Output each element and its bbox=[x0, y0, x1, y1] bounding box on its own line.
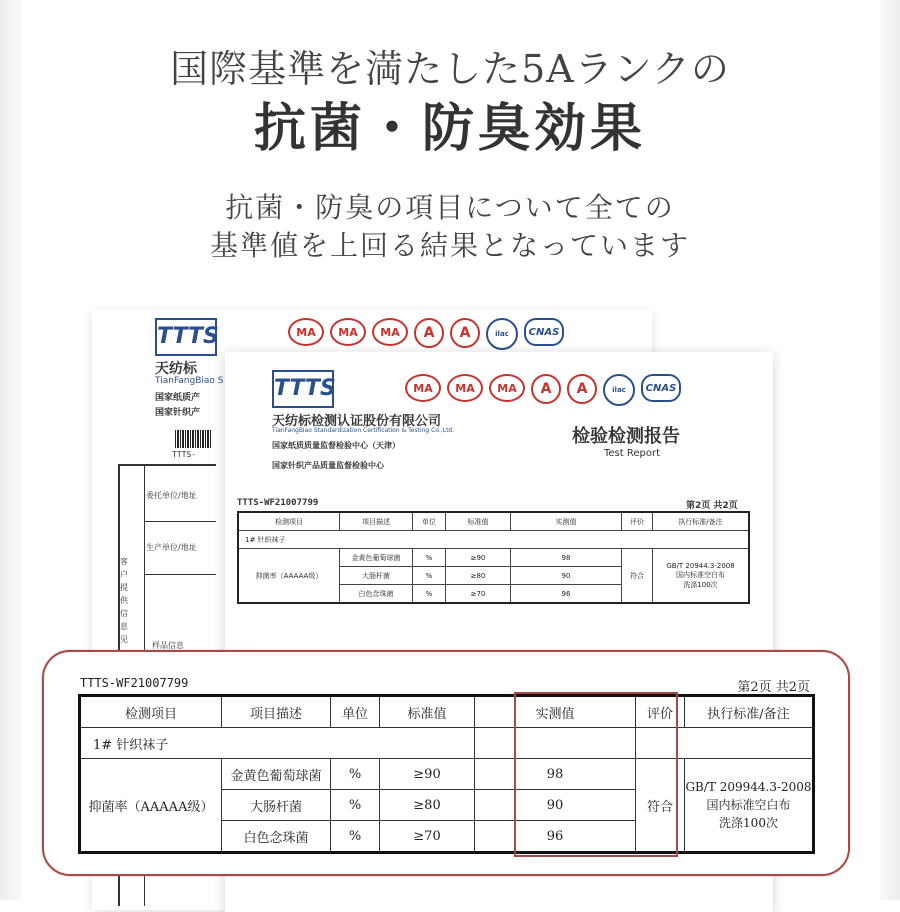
standard-cell: ≥70 bbox=[446, 585, 511, 604]
table-header-cell: 评价 bbox=[622, 512, 653, 531]
cal-icon: A bbox=[531, 374, 561, 404]
measured-cell: 96 bbox=[475, 821, 636, 853]
table-row bbox=[238, 531, 749, 549]
standard-cell: ≥90 bbox=[380, 759, 475, 790]
desc-cell: 白色念珠菌 bbox=[340, 585, 413, 604]
table-row bbox=[80, 728, 814, 759]
zoom-report-id: TTTS-WF21007799 bbox=[80, 676, 189, 690]
cal-icon: A bbox=[414, 318, 444, 348]
sample-cell: 1# 针织袜子 bbox=[238, 531, 749, 549]
empty-cell bbox=[636, 728, 814, 759]
table-row bbox=[238, 549, 749, 567]
back-barcode-text: TTTS- bbox=[172, 450, 197, 459]
table-header-cell: 检测项目 bbox=[238, 512, 340, 531]
back-ttts-logo: TTTS bbox=[155, 318, 217, 356]
note-line: 国内标准空白布 bbox=[706, 798, 791, 812]
back-center-2: 国家针织产 bbox=[155, 408, 201, 418]
cma-icon: MA bbox=[447, 374, 483, 402]
cma-icon: MA bbox=[330, 318, 366, 346]
back-side-label: 客户提供信息见 bbox=[120, 557, 128, 644]
barcode-icon bbox=[175, 430, 211, 448]
table-header-cell: 标准值 bbox=[380, 696, 475, 728]
report-title-en: Test Report bbox=[604, 448, 661, 459]
description-line-1: 抗菌・防臭の項目について全ての bbox=[225, 191, 675, 224]
back-label-producer: 生产单位/地址 bbox=[146, 543, 197, 552]
table-header-cell: 单位 bbox=[413, 512, 446, 531]
report-title-cn: 检验检测报告 bbox=[572, 426, 680, 447]
table-header-cell: 标准值 bbox=[446, 512, 511, 531]
sample-cell: 1# 针织袜子 bbox=[80, 728, 475, 759]
zoom-page-info: 第2页 共2页 bbox=[737, 680, 810, 695]
test-item-cell: 抑菌率（AAAAA级） bbox=[80, 759, 222, 853]
back-center-1: 国家纸质产 bbox=[155, 393, 201, 403]
front-center-1: 国家纸质质量监督检验中心（天津） bbox=[272, 441, 400, 450]
cnas-icon: CNAS bbox=[641, 374, 681, 402]
table-header-cell: 实测值 bbox=[475, 696, 636, 728]
zoomed-results-callout bbox=[42, 650, 850, 876]
front-company-cn: 天纺标检测认证股份有限公司 bbox=[272, 414, 442, 429]
note-line: GB/T 20944.3-2008 bbox=[666, 561, 735, 570]
table-header-cell: 评价 bbox=[636, 696, 685, 728]
standard-cell: ≥70 bbox=[380, 821, 475, 853]
front-report-id: TTTS-WF21007799 bbox=[237, 498, 319, 508]
table-header-cell: 执行标准/备注 bbox=[685, 696, 814, 728]
table-row bbox=[80, 759, 814, 790]
standard-cell: ≥90 bbox=[446, 549, 511, 567]
page-title: 抗菌・防臭効果 bbox=[253, 98, 646, 159]
desc-cell: 金黄色葡萄球菌 bbox=[222, 759, 331, 790]
table-header-cell: 实测值 bbox=[511, 512, 622, 531]
table-header-cell: 执行标准/备注 bbox=[653, 512, 750, 531]
measured-cell: 96 bbox=[511, 585, 622, 604]
ilac-icon: ilac bbox=[486, 318, 518, 350]
unit-cell: % bbox=[413, 549, 446, 567]
cal-icon: A bbox=[450, 318, 480, 348]
empty-cell bbox=[475, 728, 636, 759]
test-item-cell: 抑菌率（AAAAA级） bbox=[238, 549, 340, 604]
front-ttts-logo: TTTS bbox=[272, 370, 334, 408]
note-cell bbox=[653, 549, 750, 604]
unit-cell: % bbox=[331, 821, 380, 853]
measured-cell: 98 bbox=[475, 759, 636, 790]
unit-cell: % bbox=[413, 585, 446, 604]
unit-cell: % bbox=[331, 790, 380, 821]
front-page-info: 第2页 共2页 bbox=[686, 501, 738, 511]
table-header-row bbox=[238, 512, 749, 531]
back-label-client: 委托单位/地址 bbox=[146, 491, 197, 500]
front-result-table bbox=[237, 511, 750, 604]
evaluation-cell: 符合 bbox=[636, 759, 685, 853]
unit-cell: % bbox=[331, 759, 380, 790]
table-header-cell: 项目描述 bbox=[222, 696, 331, 728]
front-center-2: 国家针织产品质量监督检验中心 bbox=[272, 461, 384, 470]
note-line: 洗涤100次 bbox=[719, 816, 778, 830]
table-header-cell: 单位 bbox=[331, 696, 380, 728]
unit-cell: % bbox=[413, 567, 446, 585]
note-line: 洗涤100次 bbox=[683, 580, 718, 589]
measured-cell: 98 bbox=[511, 549, 622, 567]
zoom-result-table bbox=[78, 694, 815, 854]
front-company-en: TianFangBiao Standardization Certification & Testing Co.,Ltd. bbox=[272, 427, 455, 434]
cma-icon: MA bbox=[372, 318, 408, 346]
cma-icon: MA bbox=[288, 318, 324, 346]
desc-cell: 金黄色葡萄球菌 bbox=[340, 549, 413, 567]
cma-icon: MA bbox=[489, 374, 525, 402]
cnas-icon: CNAS bbox=[524, 318, 564, 346]
measured-cell: 90 bbox=[475, 790, 636, 821]
desc-cell: 白色念珠菌 bbox=[222, 821, 331, 853]
subtitle: 国際基準を満たした5Aランクの bbox=[170, 47, 730, 91]
standard-cell: ≥80 bbox=[380, 790, 475, 821]
front-cert-logos bbox=[405, 374, 681, 406]
note-cell bbox=[685, 759, 814, 853]
standard-cell: ≥80 bbox=[446, 567, 511, 585]
back-company-en: TianFangBiao S bbox=[155, 376, 224, 386]
cma-icon: MA bbox=[405, 374, 441, 402]
table-header-row bbox=[80, 696, 814, 728]
description-line-2: 基準値を上回る結果となっています bbox=[209, 229, 690, 262]
back-label-sample: 样品信息 bbox=[152, 641, 184, 650]
evaluation-cell: 符合 bbox=[622, 549, 653, 604]
table-header-cell: 项目描述 bbox=[340, 512, 413, 531]
back-company-cn: 天纺标 bbox=[155, 361, 197, 377]
ilac-icon: ilac bbox=[603, 374, 635, 406]
cal-icon: A bbox=[567, 374, 597, 404]
note-line: GB/T 209944.3-2008 bbox=[685, 780, 812, 794]
desc-cell: 大肠杆菌 bbox=[222, 790, 331, 821]
measured-cell: 90 bbox=[511, 567, 622, 585]
back-cert-logos bbox=[288, 318, 564, 350]
note-line: 国内标准空白布 bbox=[676, 570, 725, 579]
desc-cell: 大肠杆菌 bbox=[340, 567, 413, 585]
table-header-cell: 检测项目 bbox=[80, 696, 222, 728]
